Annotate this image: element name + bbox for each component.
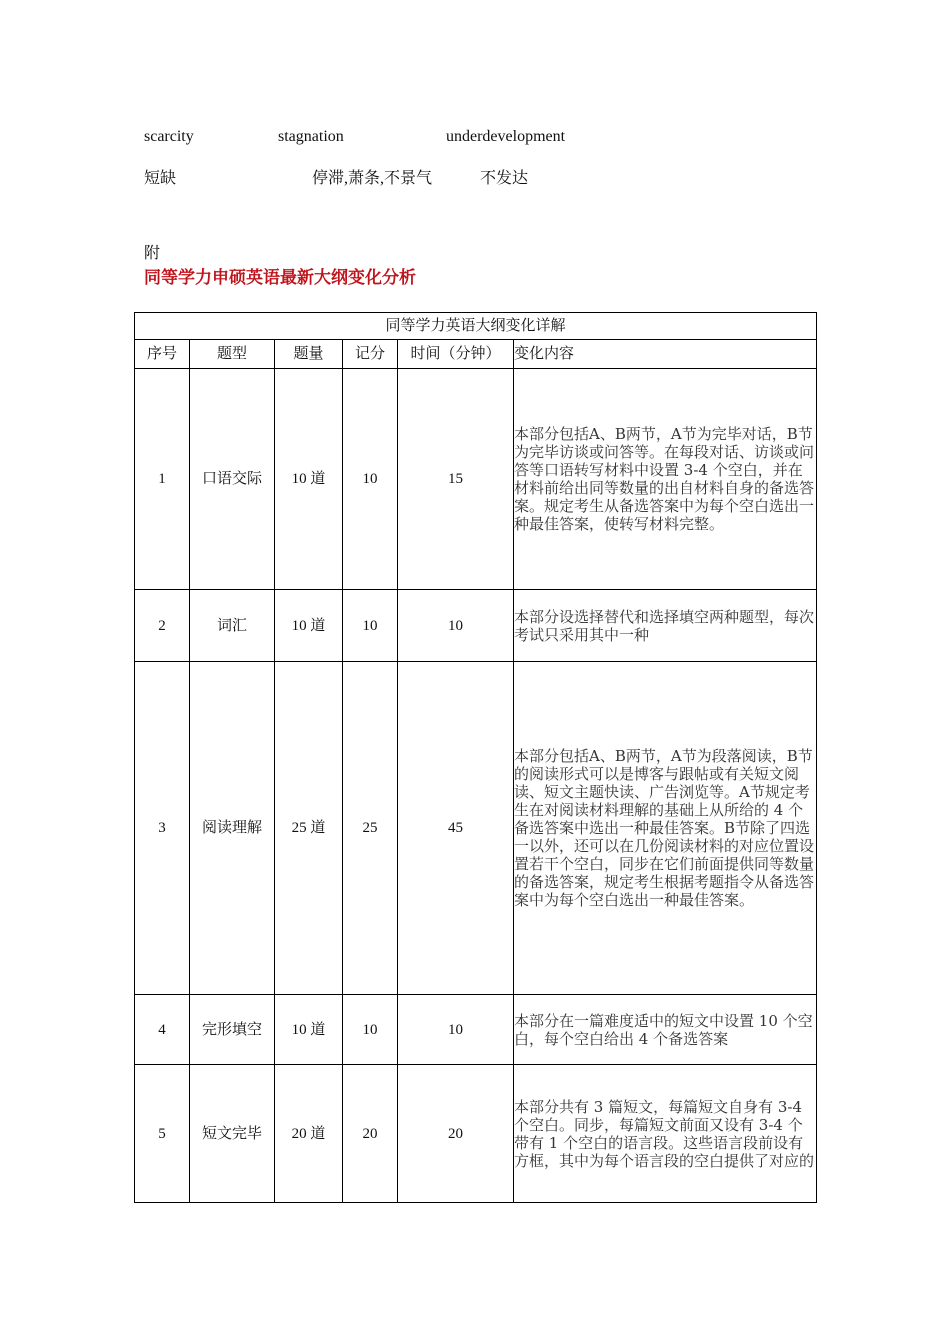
cell-desc: 本部分包括A、B两节，A节为段落阅读，B节的阅读形式可以是博客与跟帖或有关短文阅读、短文主题快读、广告浏览等。A节规定考生在对阅读材料理解的基础上从所给的 4 个备选答案中选出一种最佳答案。B节除了四选一以外，还可以在几份阅读材料的对应位置设置若干个空白，同步在它们前面提供同等数量的备选答案，规定考生根据考题指令从备选答案中为每个空白选出一种最佳答案。 (514, 662, 817, 995)
table-caption: 同等学力英语大纲变化详解 (135, 313, 817, 340)
table-row (135, 662, 817, 995)
cell-type: 口语交际 (190, 369, 275, 590)
cell-time: 10 (398, 995, 514, 1065)
cell-count: 20 道 (275, 1065, 343, 1203)
cell-score: 10 (343, 590, 398, 662)
cell-score: 20 (343, 1065, 398, 1203)
table-row (135, 995, 817, 1065)
header-type: 题型 (190, 340, 275, 369)
cell-time: 15 (398, 369, 514, 590)
table-row (135, 369, 817, 590)
vocab-meaning-3: 不发达 (480, 170, 529, 187)
cell-score: 10 (343, 369, 398, 590)
table-caption-row (135, 313, 817, 340)
cell-type: 阅读理解 (190, 662, 275, 995)
vocab-meaning-2: 停滞,萧条,不景气 (312, 170, 433, 187)
cell-no: 5 (135, 1065, 190, 1203)
cell-desc: 本部分包括A、B两节，A节为完毕对话，B节为完毕访谈或问答等。在每段对话、访谈或问答等口语转写材料中设置 3-4 个空白，并在材料前给出同等数量的出自材料自身的备选答案。规定考生从备选答案中为每个空白选出一种最佳答案，使转写材料完整。 (514, 369, 817, 590)
cell-type: 词汇 (190, 590, 275, 662)
vocab-word-2: stagnation (278, 128, 344, 145)
cell-count: 10 道 (275, 995, 343, 1065)
vocab-word-1: scarcity (144, 128, 194, 145)
header-count: 题量 (275, 340, 343, 369)
vocab-word-3: underdevelopment (446, 128, 566, 145)
cell-no: 2 (135, 590, 190, 662)
header-no: 序号 (135, 340, 190, 369)
cell-desc: 本部分设选择替代和选择填空两种题型，每次考试只采用其中一种 (514, 590, 817, 662)
cell-time: 45 (398, 662, 514, 995)
outline-table (134, 312, 817, 1203)
section-title: 同等学力申硕英语最新大纲变化分析 (144, 268, 416, 288)
cell-time: 10 (398, 590, 514, 662)
cell-score: 25 (343, 662, 398, 995)
header-changes: 变化内容 (514, 340, 817, 369)
cell-no: 4 (135, 995, 190, 1065)
vocab-meaning-1: 短缺 (144, 170, 177, 187)
table-header-row (135, 340, 817, 369)
cell-count: 25 道 (275, 662, 343, 995)
cell-score: 10 (343, 995, 398, 1065)
cell-count: 10 道 (275, 590, 343, 662)
cell-count: 10 道 (275, 369, 343, 590)
cell-no: 1 (135, 369, 190, 590)
cell-time: 20 (398, 1065, 514, 1203)
header-time: 时间（分钟） (398, 340, 514, 369)
cell-no: 3 (135, 662, 190, 995)
cell-type: 短文完毕 (190, 1065, 275, 1203)
appendix-label: 附 (144, 245, 161, 262)
cell-desc: 本部分共有 3 篇短文，每篇短文自身有 3-4 个空白。同步，每篇短文前面又设有 3-4 个带有 1 个空白的语言段。这些语言段前设有方框，其中为每个语言段的空白提供了对应的 (514, 1065, 817, 1203)
header-score: 记分 (343, 340, 398, 369)
cell-desc: 本部分在一篇难度适中的短文中设置 10 个空白，每个空白给出 4 个备选答案 (514, 995, 817, 1065)
table-row (135, 590, 817, 662)
cell-type: 完形填空 (190, 995, 275, 1065)
table-row (135, 1065, 817, 1203)
